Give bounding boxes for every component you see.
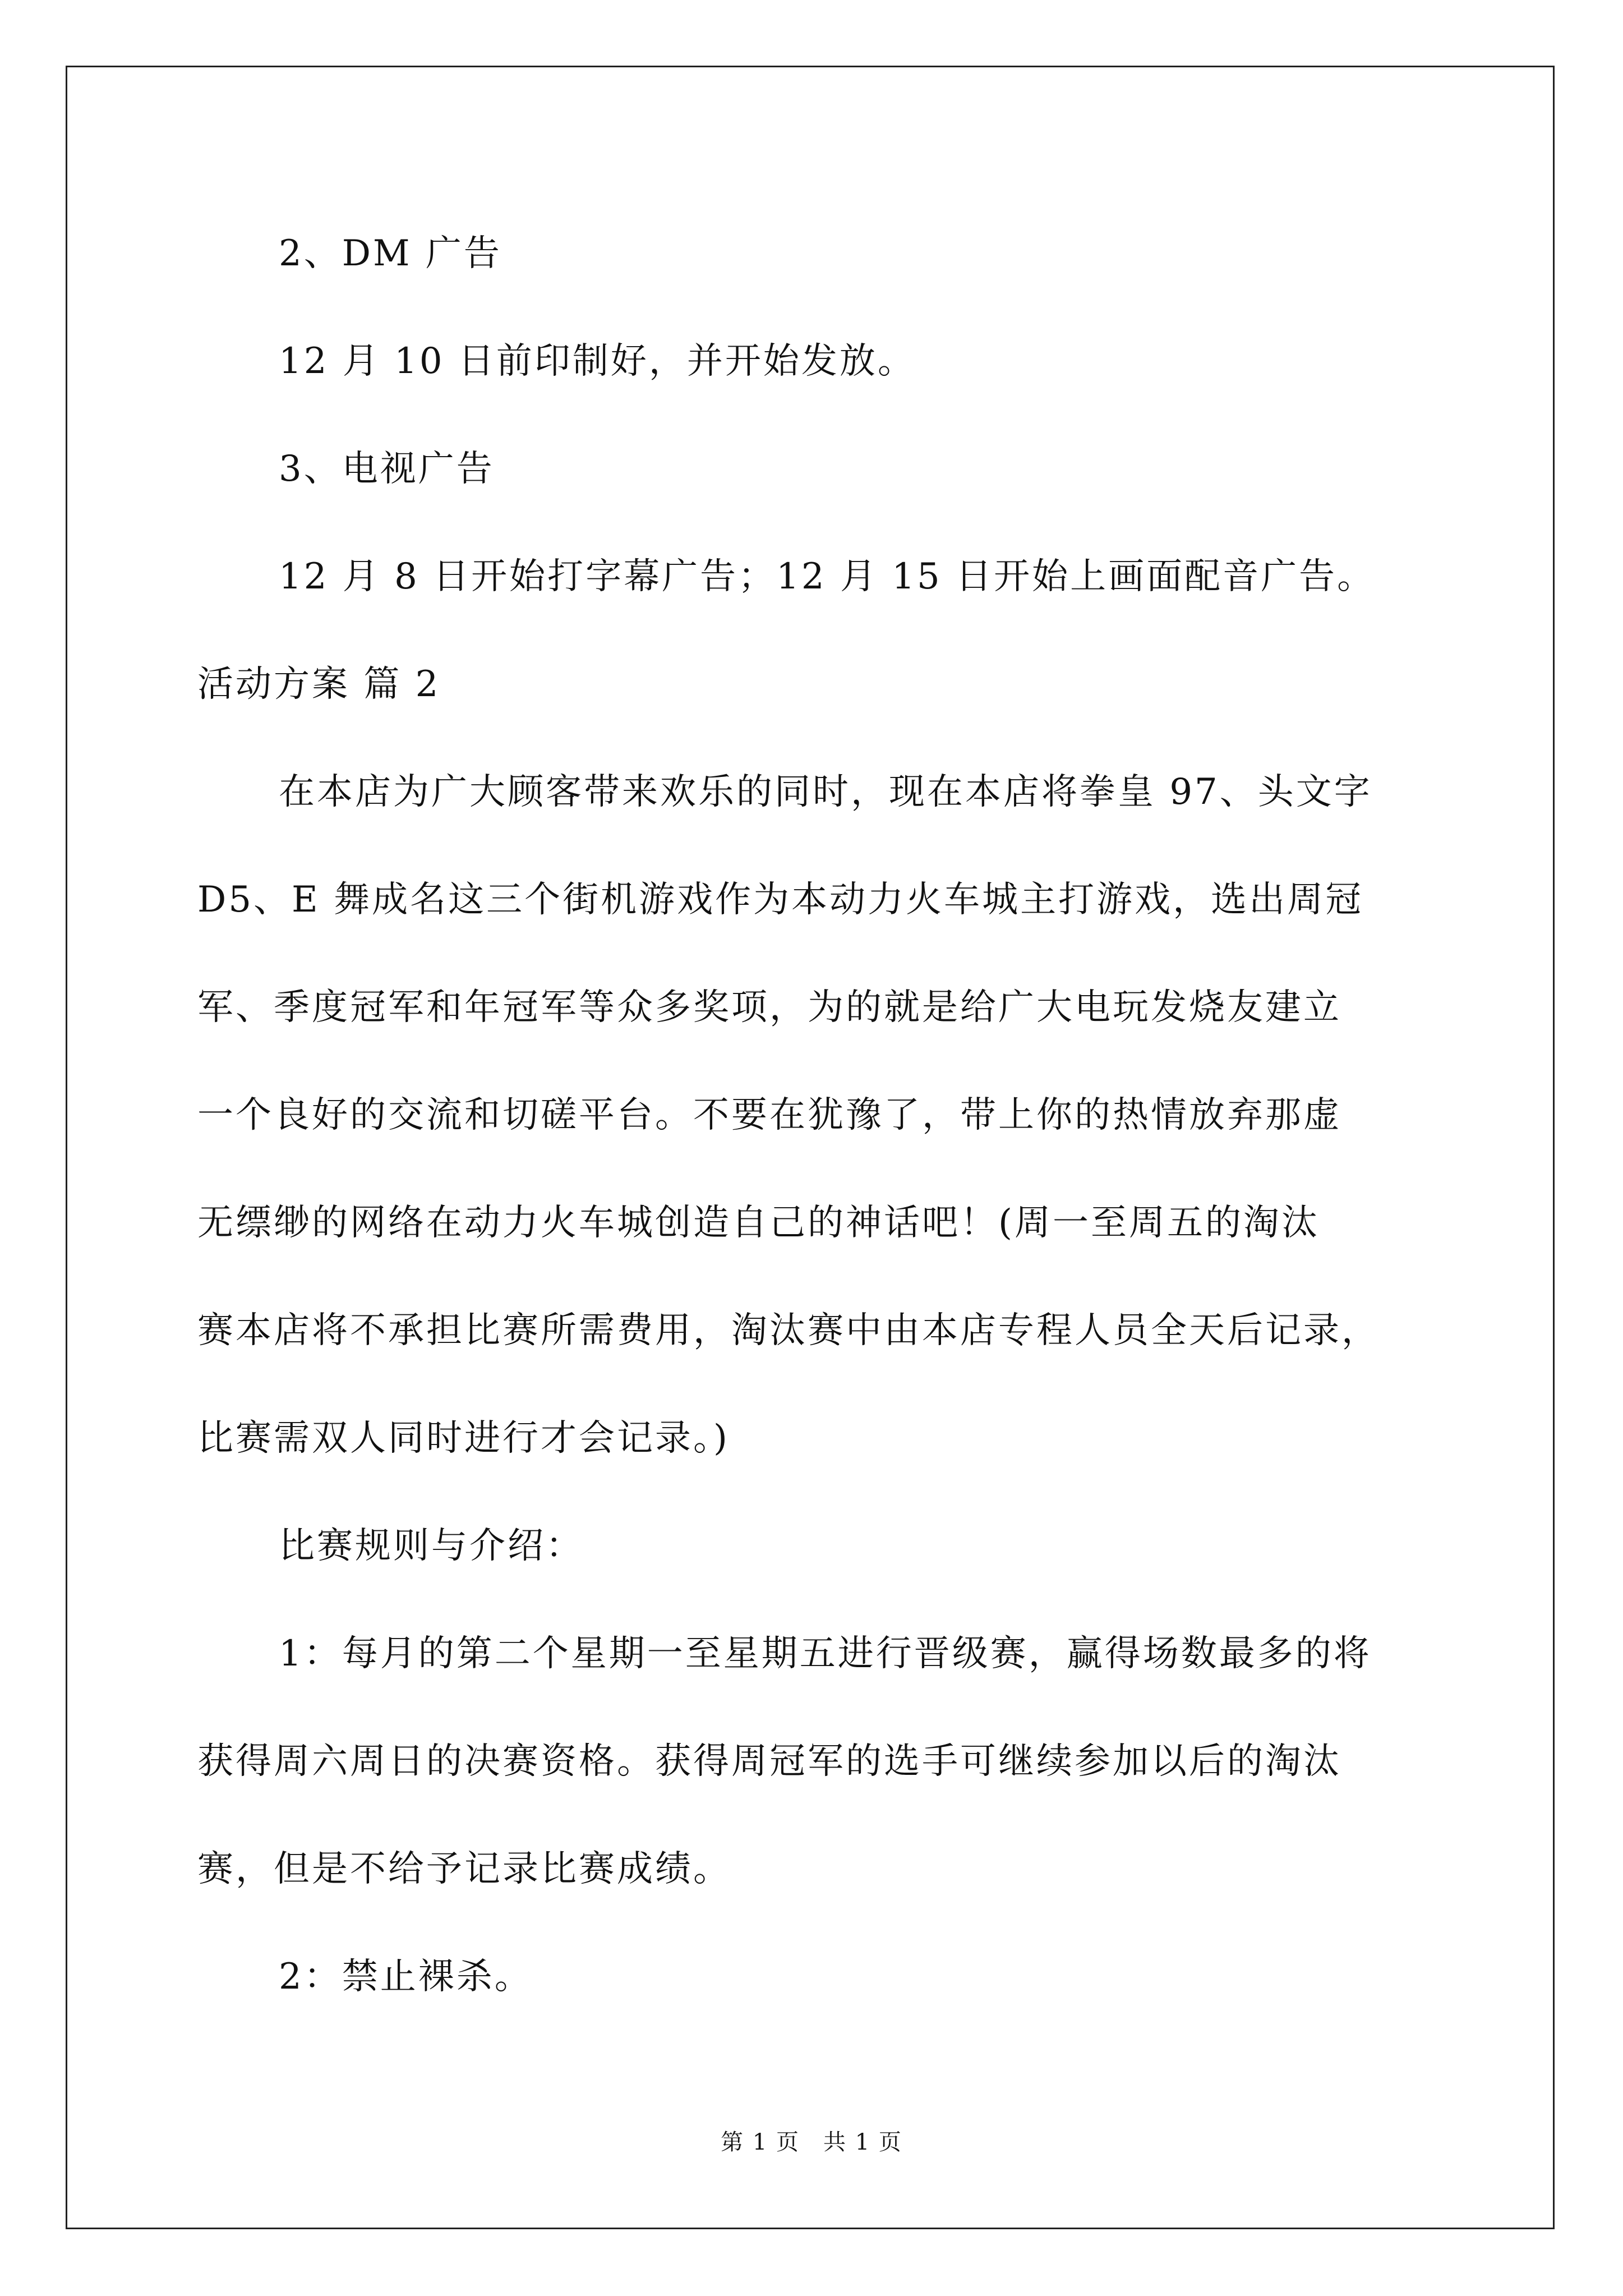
section-heading: 活动方案 篇 2 [197,664,441,705]
intro-line: 一个良好的交流和切磋平台。不要在犹豫了，带上你的热情放弃那虚 [197,1094,1341,1136]
rule-1-line: 获得周六周日的决赛资格。获得周冠军的选手可继续参加以后的淘汰 [197,1741,1341,1782]
rule-1-line: 1：每月的第二个星期一至星期五进行晋级赛，赢得场数最多的将 [279,1633,1372,1674]
intro-line: D5、E 舞成名这三个街机游戏作为本动力火车城主打游戏，选出周冠 [197,879,1364,921]
section-item-dm-ad: 2、DM 广告 [279,233,502,274]
section-item-tv-ad: 3、电视广告 [279,448,495,490]
rule-2: 2：禁止裸杀。 [279,1956,533,1998]
intro-line: 在本店为广大顾客带来欢乐的同时，现在本店将拳皇 97、头文字 [279,771,1372,813]
rule-1-line: 赛，但是不给予记录比赛成绩。 [197,1848,731,1890]
tv-ad-schedule: 12 月 8 日开始打字幕广告；12 月 15 日开始上画面配音广告。 [279,556,1376,597]
page-border [66,66,1555,2229]
intro-line: 赛本店将不承担比赛所需费用，淘汰赛中由本店专程人员全天后记录， [197,1310,1380,1351]
intro-line: 军、季度冠军和年冠军等众多奖项，为的就是给广大电玩发烧友建立 [197,987,1341,1028]
dm-ad-schedule: 12 月 10 日前印制好，并开始发放。 [279,341,916,382]
rules-heading: 比赛规则与介绍： [279,1525,584,1567]
page-number-footer: 第 1 页 共 1 页 [721,2129,902,2155]
intro-line: 无缥缈的网络在动力火车城创造自己的神话吧！(周一至周五的淘汰 [197,1202,1320,1244]
intro-line: 比赛需双人同时进行才会记录。) [197,1418,730,1459]
